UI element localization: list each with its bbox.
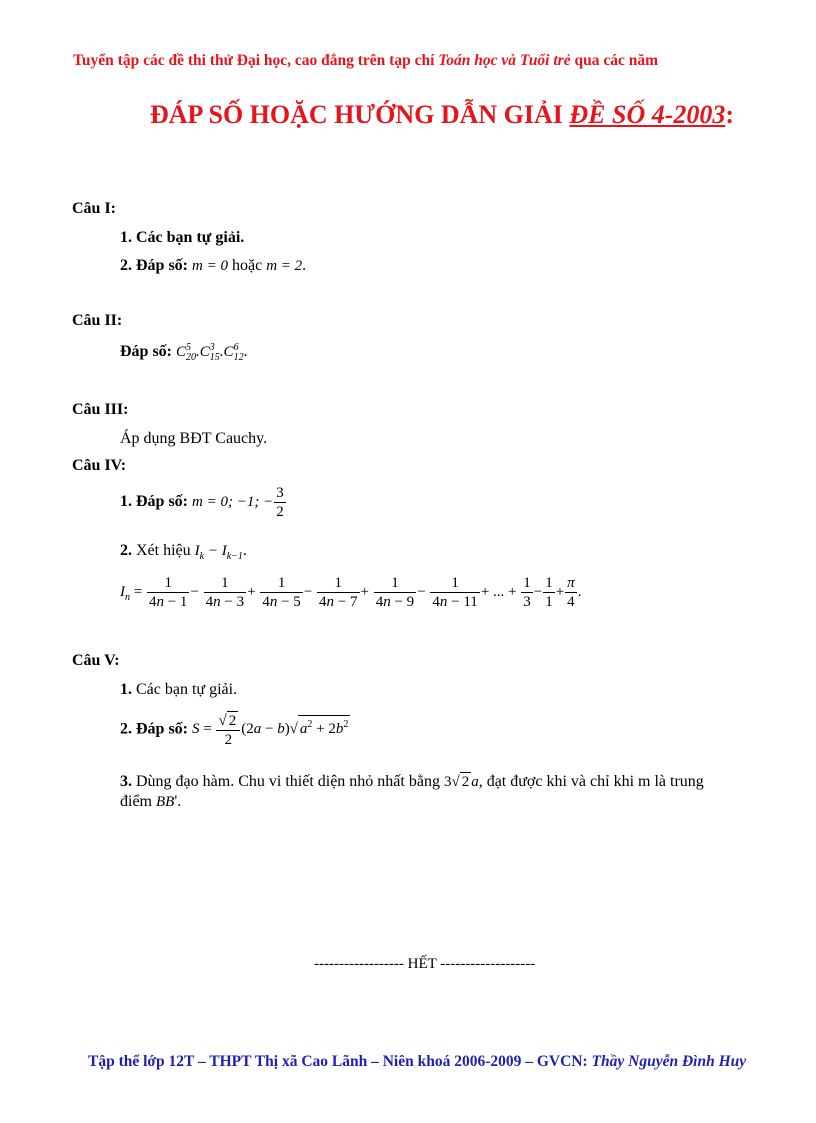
title-exam-link[interactable]: ĐỀ SỐ 4-2003 xyxy=(569,100,726,129)
cau4-item1-label: 1. Đáp số: xyxy=(120,493,189,511)
footer-teacher: Thầy Nguyễn Đình Huy xyxy=(591,1053,747,1070)
header-magazine: Toán học và Tuổi trẻ xyxy=(438,52,571,69)
cau1-item2-label: 2. Đáp số: xyxy=(120,257,189,274)
cau1-item2: 2. Đáp số: m = 0 hoặc m = 2. xyxy=(120,257,307,274)
cau5-item2-label: 2. Đáp số: xyxy=(120,720,189,738)
cau2-answer: Đáp số: $C^5_{20}.C^3_{15}.C^6_{12}$. xyxy=(120,342,248,363)
cau5-heading: Câu V: xyxy=(72,652,120,669)
page-header xyxy=(73,52,658,70)
cau1-or: hoặc xyxy=(231,257,263,274)
cau4-item1-expr: m = 0; −1; − xyxy=(192,494,274,511)
cau4-item1 xyxy=(120,484,287,521)
cau4-heading: Câu IV: xyxy=(72,457,127,474)
cau5-item3-word: điểm xyxy=(120,793,152,810)
header-suffix: qua các năm xyxy=(574,52,659,69)
cau5-item1 xyxy=(120,681,237,699)
cau4-difference: $I_k - I_{k-1}$ xyxy=(194,543,243,562)
cau2-combination: $C^5_{20}.C^3_{15}.C^6_{12}$ xyxy=(176,342,244,363)
cau4-item2-num: 2. xyxy=(120,542,132,559)
page-footer xyxy=(88,1053,746,1071)
cau1-item1: 1. Các bạn tự giải. xyxy=(120,229,245,246)
cau5-item3-line2: điểm BB'. xyxy=(120,793,182,810)
header-prefix: Tuyển tập các đề thi thử Đại học, cao đẳng trên tạp chí xyxy=(73,52,435,69)
cau4-item2-text: Xét hiệu xyxy=(136,542,191,559)
cau4-formula: $I_n$ = $\frac{1}{4n - 1}$ − $\frac{1}{4n - 3}$ + $\frac{1}{4n - 5}$ − $\frac{1}{4n - 7}$ + $\frac{1}{4n - 9}$ − $\frac{1}{4n - 11}$ + ... + $\frac{1}{3}$ − $\frac{1}{1}$ + $\frac{\pi}{4}$ . xyxy=(120,575,582,610)
cau2-heading: Câu II: xyxy=(72,312,123,329)
cau1-m1: m = 0 xyxy=(192,258,228,274)
cau4-item2: 2. Xét hiệu $I_k - I_{k-1}$. xyxy=(120,542,247,562)
cau3-heading: Câu III: xyxy=(72,401,129,418)
cau5-item3-text: Dùng đạo hàm. Chu vi thiết diện nhỏ nhất bằng xyxy=(136,773,440,790)
cau5-item3-text2: , đạt được khi và chỉ khi m là trung xyxy=(478,773,704,790)
cau5-item1-text: Các bạn tự giải. xyxy=(136,681,238,698)
cau4-fraction: $\frac{3}{2}$ xyxy=(276,485,284,520)
cau1-m2: m = 2 xyxy=(266,258,303,274)
end-marker: ------------------ HẾT ------------------- xyxy=(314,956,536,972)
title-colon: : xyxy=(725,100,735,129)
page-title xyxy=(150,100,734,130)
cau5-item2: 2. Đáp số: S = $\frac{√ 2}{2}$ (2a − b)√ $a^2 + 2b^2$ xyxy=(120,713,349,748)
cau3-text: Áp dụng BĐT Cauchy. xyxy=(120,430,268,447)
cau5-item3-num: 3. xyxy=(120,773,132,790)
footer-text: Tập thể lớp 12T – THPT Thị xã Cao Lãnh – Niên khoá 2006-2009 – GVCN: xyxy=(88,1053,588,1070)
cau5-item1-num: 1. xyxy=(120,681,132,698)
cau5-item3: 3. Dùng đạo hàm. Chu vi thiết diện nhỏ nhất bằng 3√ 2 a, đạt được khi và chỉ khi m là trung xyxy=(120,773,704,790)
cau1-heading: Câu I: xyxy=(72,200,117,217)
title-main: ĐÁP SỐ HOẶC HƯỚNG DẪN GIẢI xyxy=(150,100,563,129)
cau2-label: Đáp số: xyxy=(120,343,173,360)
